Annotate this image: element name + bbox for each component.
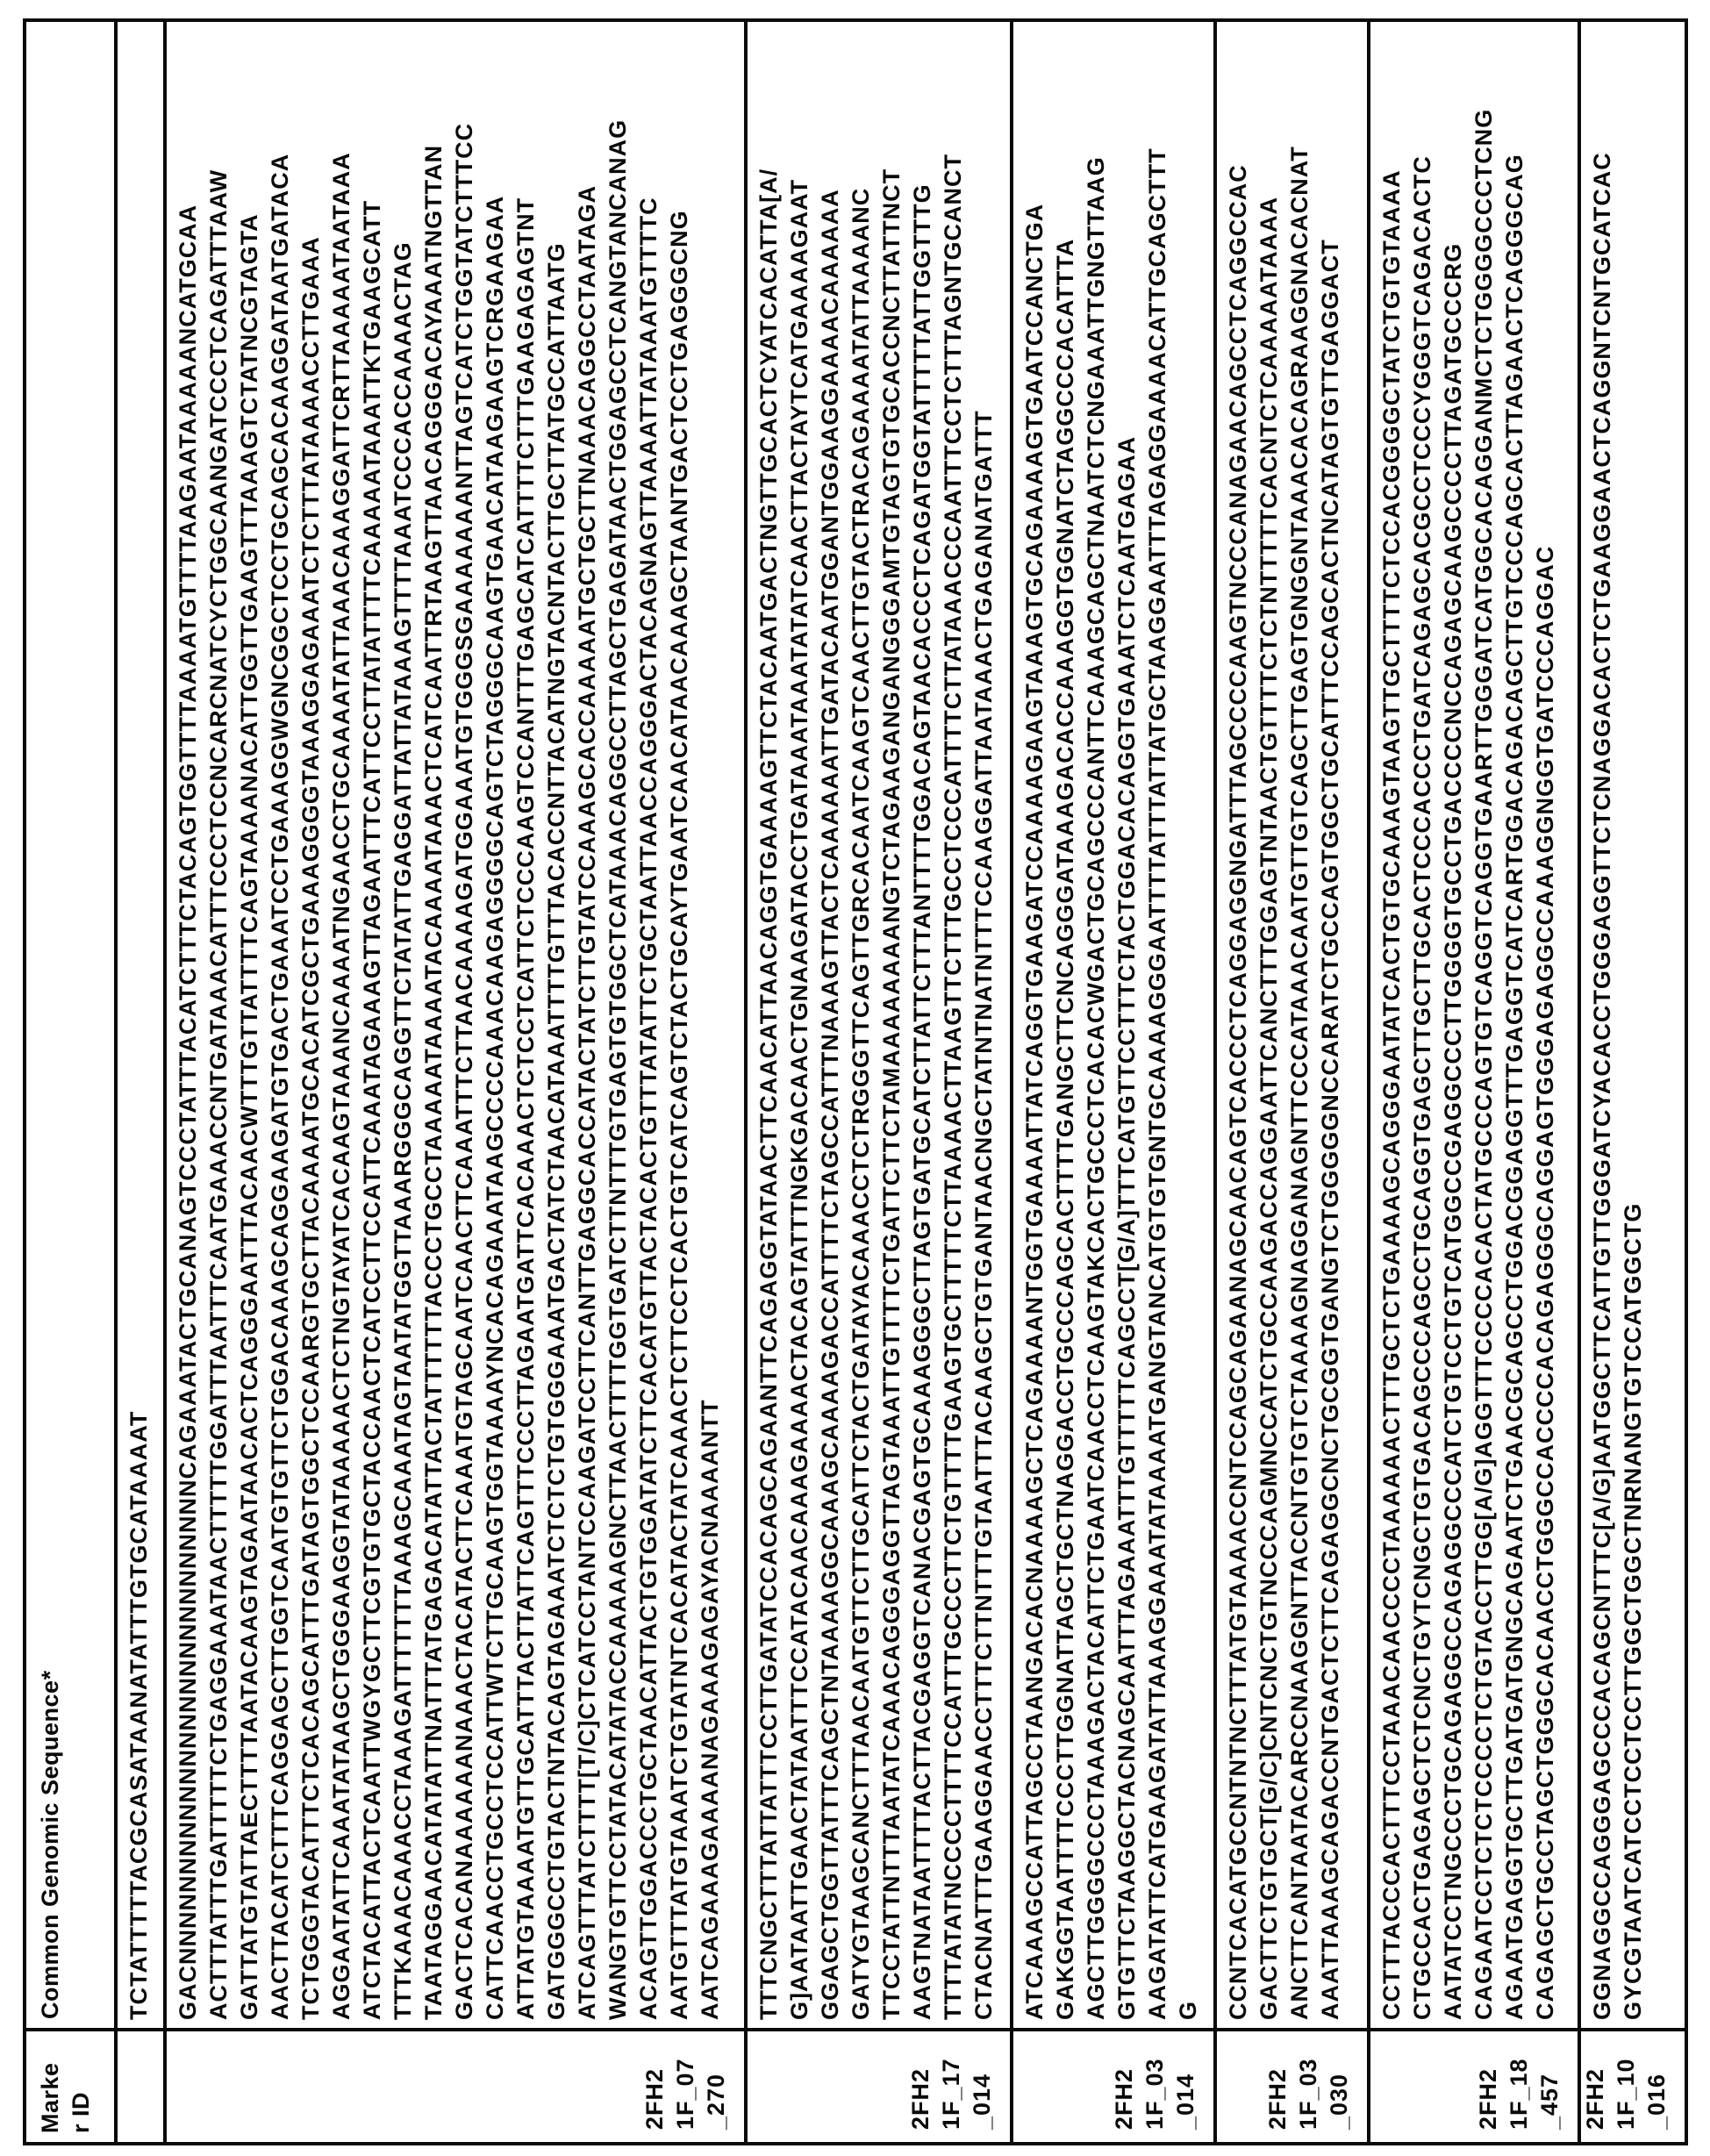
marker-id-line: _457 [1536,2073,1563,2130]
marker-id-line: 2FH2 [1475,2067,1501,2130]
sequence-cell [118,22,163,2028]
sequence-line: ATCTACATTACTCAATTWGYGCTTCGTGTGCTACCAACTCATCCTTCCATTCAAATAGAAAGTTAGAATTTCATTCCTTATATTTTCAAAAATAAATTKTGAAGCATT [359,199,385,2020]
marker-id-cell [167,2028,744,2142]
sequence-line: ACAGTTGGACCCTGCTAACATTACTGTGGATATCTTCACATGTTACTACACTGTTTATATTCTGCTAATTAACCAGGGACTACAGNAGTTAAAATTATAAATGTTTTC [635,197,662,2020]
marker-id-line: 1F_10 [1613,2058,1639,2130]
sequence-line: CAGAATCCTCTCTCCCCTCTGTACCTTGG[A/G]AGGTTTCCCCACACTATGCCCAGTGTCAGGTCAGGTGAARTTGGGATCATGGCACAGGANMCTCTGGGGCCCTCNG [1470,108,1497,2020]
sequence-line: CAGAGCTGCCTAGCTGGGCACAACCTGGGCCACCCCACAGAGGGCAGGAGTGGGAGAGGCCAAAGGNGGTGATCCCAGGAC [1532,545,1558,2020]
sequence-line: TCTGGGTACATTTCTCACAGCATTTGATAGTGGCTCCAARGTGCTTACAAAATGCACATCGCTGAAAGGGGTAAAGGAGAAATCTCTTTATAAAACCTTGAAA [297,236,324,2020]
sequence-line: GYCGTAATCATCCTCCTCCTTGGCTGGCTNRNANGTGTCCATGGCTG [1620,1202,1646,2020]
sequence-line: CTGCCACTGAGAGCTCTCNCTGYTCNGCTGTGACAGCCCAGCCTGCAGGTGAGCTTGCTTGCACTCCCACCCTGATCAGAGCACGCCTCCCYGGGTCAGACACTC [1409,155,1435,2020]
genomic-sequence-table [23,18,1688,2145]
marker-id-header-line1: Marke [37,2062,63,2133]
table-row [167,22,748,2142]
sequence-line: ATTATGTAAAATGTTGCATTTACTTATTCAGTTTCCCTTAGAATGATTCACAAACTCTCCTCATTCTCCCAAGTCCANTTTGAGCATCATTTTCTTTGAAGAGAGTNT [512,197,539,2020]
marker-id-line: _014 [969,2073,995,2130]
table-row [1013,22,1217,2142]
sequence-line: GATYGTAAGCANCTTTAACAATGTTCTTGCATTCTACTGATAYACAAACCTCTRGGGTTCAGTTGRCACAATCAAGTCAACTTGTACTRACAGAAAATATTAAAANC [848,187,874,2020]
sequence-line: GATGGGCCTGTACTNTACAGTAGAAATCTCTCTGTGGGAAATGACTATCTAACATAAATTTTGTTTACACCNTTACATNGTACNTACTTGCTTATGCCATTAATG [543,242,569,2020]
sequence-line: GAKGGTAATTTTCCCTTGGNATTAGCTGCTNAGGACCTGCCCAGCACTTTTGANGCTTCNCAGGGATAAAGACACCAAAGGTGGNATCTAGGCCCACATTTA [1052,238,1078,2020]
sequence-line: CTACNATTTGAAGGAACCTTTCTTNTTTGTAATTTACAAGCTGTGANTAACNGCTATNTNATNTTTCCAAGGATTAATAAACTGAGANATGATTT [970,410,997,2020]
marker-id-cell [1370,2028,1578,2142]
table-row [748,22,1013,2142]
marker-id-line: 1F_07 [672,2058,698,2130]
sequence-line: CATTCAACCTGCCTCCATTWTCTTGCAAGTGGTAAAAYNCACAGAAATAAGCCCCAAACAAGAGGGGCAGTCTAGGGCAAGTGAACATAAGAAGTCRGAAGAA [482,195,508,2020]
sequence-line: ATCAGTTTATCTTTT[T/C]CTCATCCTANTCCAAGATCCTTCANTTGAGGCACCATACTATCTTGTATCCAAAGCACCAAAAATGCTGCTTNAAACAGGCCTAATAGA [574,184,600,2020]
table-rows [118,22,1685,2142]
sequence-line: AGGAATATTCAAATATAAGCTGGGAAGGTATAAAAACTCTNGTAYATCACAAGTAAANCAAAATNGAACCTGCAAAATATTAAACAAAGGATTCRTTAAAAATAATAAA [328,152,354,2020]
table-row [118,22,167,2142]
marker-id-line: 1F_03 [1295,2058,1321,2130]
sequence-cell [748,22,1010,2028]
marker-id-line: _270 [703,2073,729,2130]
sequence-line: CCNTCACATGCCNTNTNCTTTATGTAAAACCNTCCAGCAGAANAGCAACAGTCACCCTCAGGAGGNGATTTAGCCCCAAGTNCCCANAGAACAGCCTCAGGCCAC [1225,164,1251,2020]
sequence-line: TCTATTTTTACGCASATAANATATTTGTGCATAAAAT [125,1410,152,2020]
sequence-line: ATCAAAGCCATTAGCCTAANGACACNAAAAGCTCAGAAAANTGGTGAAAATTATCAGGTGAAGATCCAAAAGAAGTAAAGTGCAGAAAAGTGAATCCANCTGA [1021,203,1048,2020]
marker-id-header-cell [26,2028,114,2142]
marker-id-header-line2: r ID [68,2091,94,2133]
sequence-line: AGAATGAGGTGCTTGATGATGNGCAGAATCTGAACGCAGCCTGGACGGAGGTTTGAGGTCATCARTGGACAGACAGCTTGTCCCAGCACTTAGAACTCAGGGCAG [1501,154,1528,2020]
marker-id-line: 1F_03 [1141,2058,1168,2130]
marker-id-cell [1581,2028,1685,2142]
sequence-line: TTTKAAACAAACCTAAAGATTTTTTTAAAGCAAATAGTAATATGGTTAAARGGGCAGGTTCTATATTGAGGATTATTATAAAGTTTTAAATCCCACCAAAACTAG [390,241,416,2020]
sequence-line: AAGATATTCATGAAGATATTAAAGGAAATATAAAATGANGTANCATGTGTGNTGCAAAAGGGAATTTTATTTATTATGCTAAGGAATTTAGAGGAAAACATTGCAGCTTT [1144,147,1170,2020]
sequence-line: AGCTTGGGGCCCTAAAGACTACATTCTGAATCAACCTCAAGTAKCACTGCCCTCACACWGACTGCAGCCCANTTCAAAGCAGCTNAATCTCNGAAATTGNGTTAAG [1083,156,1109,2020]
marker-id-line: 2FH2 [641,2067,668,2130]
sequence-line: AAATTAAAGCAGACCNTGACTCTTCAGAGGCNCTGCGGTGANGTCTGGGGGNCCARATCTGCCAGTGGCTGCATTTCCAGCACTNCATAGTGTTGAGGACT [1317,239,1343,2020]
table-header-row [26,22,118,2142]
sequence-cell [1217,22,1367,2028]
sequence-header-label: Common Genomic Sequence* [37,1670,63,2019]
marker-id-cell [1013,2028,1213,2142]
sequence-line: G]AATAATTGAACTATAATTTCCATACAACAAAGAAAACTACAGTATTTNGKGACAACTGNAAGATACCTGATAAATAAATATATCAACTTACTAYTCATGAAAAGAAT [786,178,812,2020]
sequence-header-cell [26,22,114,2028]
sequence-cell [1013,22,1213,2028]
marker-id-line: 2FH2 [1264,2067,1291,2130]
marker-id-line: 2FH2 [1582,2067,1608,2130]
table-row [1581,22,1685,2142]
sequence-line: ANCTTCANTAATACARCCNAAGGNTTACCNTGTGTCTAAAAGNAGGANAGNTTCCCATAAACAATGTTGTCAGCTTGAGTGNGGNTAAACACAGRAAGGNACACNAT [1286,146,1313,2020]
marker-id-line: _030 [1326,2073,1352,2130]
sequence-line: TTTTATATNCCCCTTTTCCATTTGCCCTTCTGTTTTGAAGTGCTTTTTCTTAAAACTTAAGTTCTTTGCCTCCCATTTTCTTATAAACCCAATTTCCTCTTTAGNTGCANCT [940,153,966,2020]
sequence-cell [1581,22,1685,2028]
sequence-line: CCTTTACCCACTTTCCTAAACAACCCCTAAAAAACTTTGCTCTGAAAAGCAGGGAATATCACTGTGCAAAGTAAGTTGCTTTTCTCCACGGGGCTATCTGTGTAAAA [1378,169,1405,2020]
sequence-line: WANGTGTTCCTATACATATACCAAAAAGNCTTAACTTTTGGTGATCTTNTTTGTGAGTGTGGCTCATAAACAGGCCTTAGCTGAGATAACTGGAGCCTCANGTANCANAG [605,118,631,2020]
sequence-line: AATGTTTATGTAAATCTGTATNTCACATACTATCAAACTCTTCCTCACTGTCATCAGTCTACTGCAYTGAATCAACATAACAAAGCTAANTGACTCCTGAGGGCNG [666,210,692,2020]
sequence-line: G [1175,2000,1201,2020]
table-row [1370,22,1581,2142]
marker-id-line: 1F_17 [938,2058,964,2130]
table-row [1217,22,1370,2142]
marker-id-line: _014 [1172,2073,1198,2130]
marker-id-line: 1F_18 [1506,2058,1532,2130]
sequence-line: AAGTNATAATTTTACTTACGAGGTCANACGAGTGCAAAGGGCTTAGTGATGCATCTTATTCTTTANTTTTGGACAGTAACACCCTCAGATGGTATTTTTATTGGTTTG [909,183,935,2020]
sequence-line: GTGTTCTAAGGCTACNAGCAATTTAGAAATTTGTTTTTCAGCCT[G/A]TTTCATGTTCCTTTCTACTGGACACAGGTGAAATCTCAATGAGAA [1113,435,1140,2020]
sequence-cell [1370,22,1578,2028]
sequence-line: AACTTACATCTTTCAGGAGCTTGGTCAATGTGTTCTGGACAAAGCAGGAAGATGTGACTGAAATCCTGAAAGGWGNCGGCTCCTGCAGCACAAGGATAATGATACA [267,153,293,2020]
sequence-line: TTCCTATTNTTTAATATCAAACAGGGAGGTTAGTAAATTGTTTTCTGATTCTTCTAMAAAAAAAANGTCTAGAAGANGANGGGAMTGTAGTGTGCACCNCTTATTNCT [878,168,905,2020]
sequence-line: TAATAGGAACATATATTNATTTATGAGACATATTACTATTTTTTACCCTGCCTAAAAATAAAATACAAAATAAACTCATCAATTRTAAGTTAACAGGGACAYAAATNGTTAN [420,144,447,2020]
marker-id-line: _016 [1643,2073,1670,2130]
sequence-line: GGAGCTGGTTATTTCAGCTNTAAAAGGCAAAGCAAAAGACCATTTTCTAGCCATTTNAAAGTTACTCAAAAAATTGATACAATGGANTGGAAGGAAAACAAAAAA [817,189,843,2020]
marker-id-cell [1217,2028,1367,2142]
marker-id-line: 2FH2 [907,2067,934,2130]
marker-id-line: 2FH2 [1111,2067,1137,2130]
sequence-cell [167,22,744,2028]
marker-id-cell [118,2028,163,2142]
sequence-line: GATTATGTATTAECTTTTAATACAAGTAGAATAACACTCAGGGAATTTACAACWTTTGTTATTTTCAGTAAAANACATTGGTTGAAGTTTAAAGTCTATNCGTAGTA [236,213,262,2020]
sequence-line: GGNAGGCCAGGGAGCCCACAGCNTTTC[A/G]AATGGCTTCATTGTTGGGATCYACACCTGGGAGGTTCTCNAGGACACTCTGAAGGAACTCAGGNTCNTGCATCAC [1589,152,1615,2020]
sequence-line: TTTCNGCTTTATTATTTCCTTGATATCCACAGCAGAANTTCAGAGGTATAACTTCAACATTAACAGGTGAAAAGTTCTACAATGACTNGTTGCACTCYATCACATTA[A/ [755,168,782,2020]
sequence-line: GACTCACANAAAAAANAAACTACATACTTCAAATGTAGCAATCAACTTCAAATTTCTTAACAAAAGATGGAAATGTGGGSGAAAAAAANTTAGTCATCTGGTATCTTTCC [451,122,477,2020]
marker-id-cell [748,2028,1010,2142]
sequence-line: ACTTTATTTGATTTTTCTGAGGAAATAACTTTTTGGATTTAATTTCAATGAAACCNTGATAAACATTTCCCTCCNCARCNATCYCTGGCAANGATCCCTCAGATTTAAW [205,168,232,2020]
sequence-line: GACTTCTGTGCT[G/C]CNTCNCTGTNCCCAGMNCCATCTGCCAAGACCAGGAATTCANCTTTGGAGTNTAACTGTTTTCTCTNTTTTTCACNTCTCAAAAATAAAA [1256,196,1282,2020]
sequence-line: AATATCCTNGCCCTGCAGAGGCCAGAGGCCCATCTGTCCTGTCATGGCCGAGGCCCTTGGGGTGCCTGACCCCNCCAGAGCAAGCCCCTTAGATGCCCRG [1440,242,1466,2020]
sequence-line: AATCAGAAAGAAAANAGAAAGAGAYACNAAAANTT [697,1399,723,2020]
sequence-line: GACNNNNNNNNNNNNNNNNNNNNNNNNNNNCAGAAATACTGCANAGTCCCTATTTACATCTTTCTACAGTGGTTTTAAAATGTTTTAAGAATAAAAANCATGCAA [175,204,201,2020]
